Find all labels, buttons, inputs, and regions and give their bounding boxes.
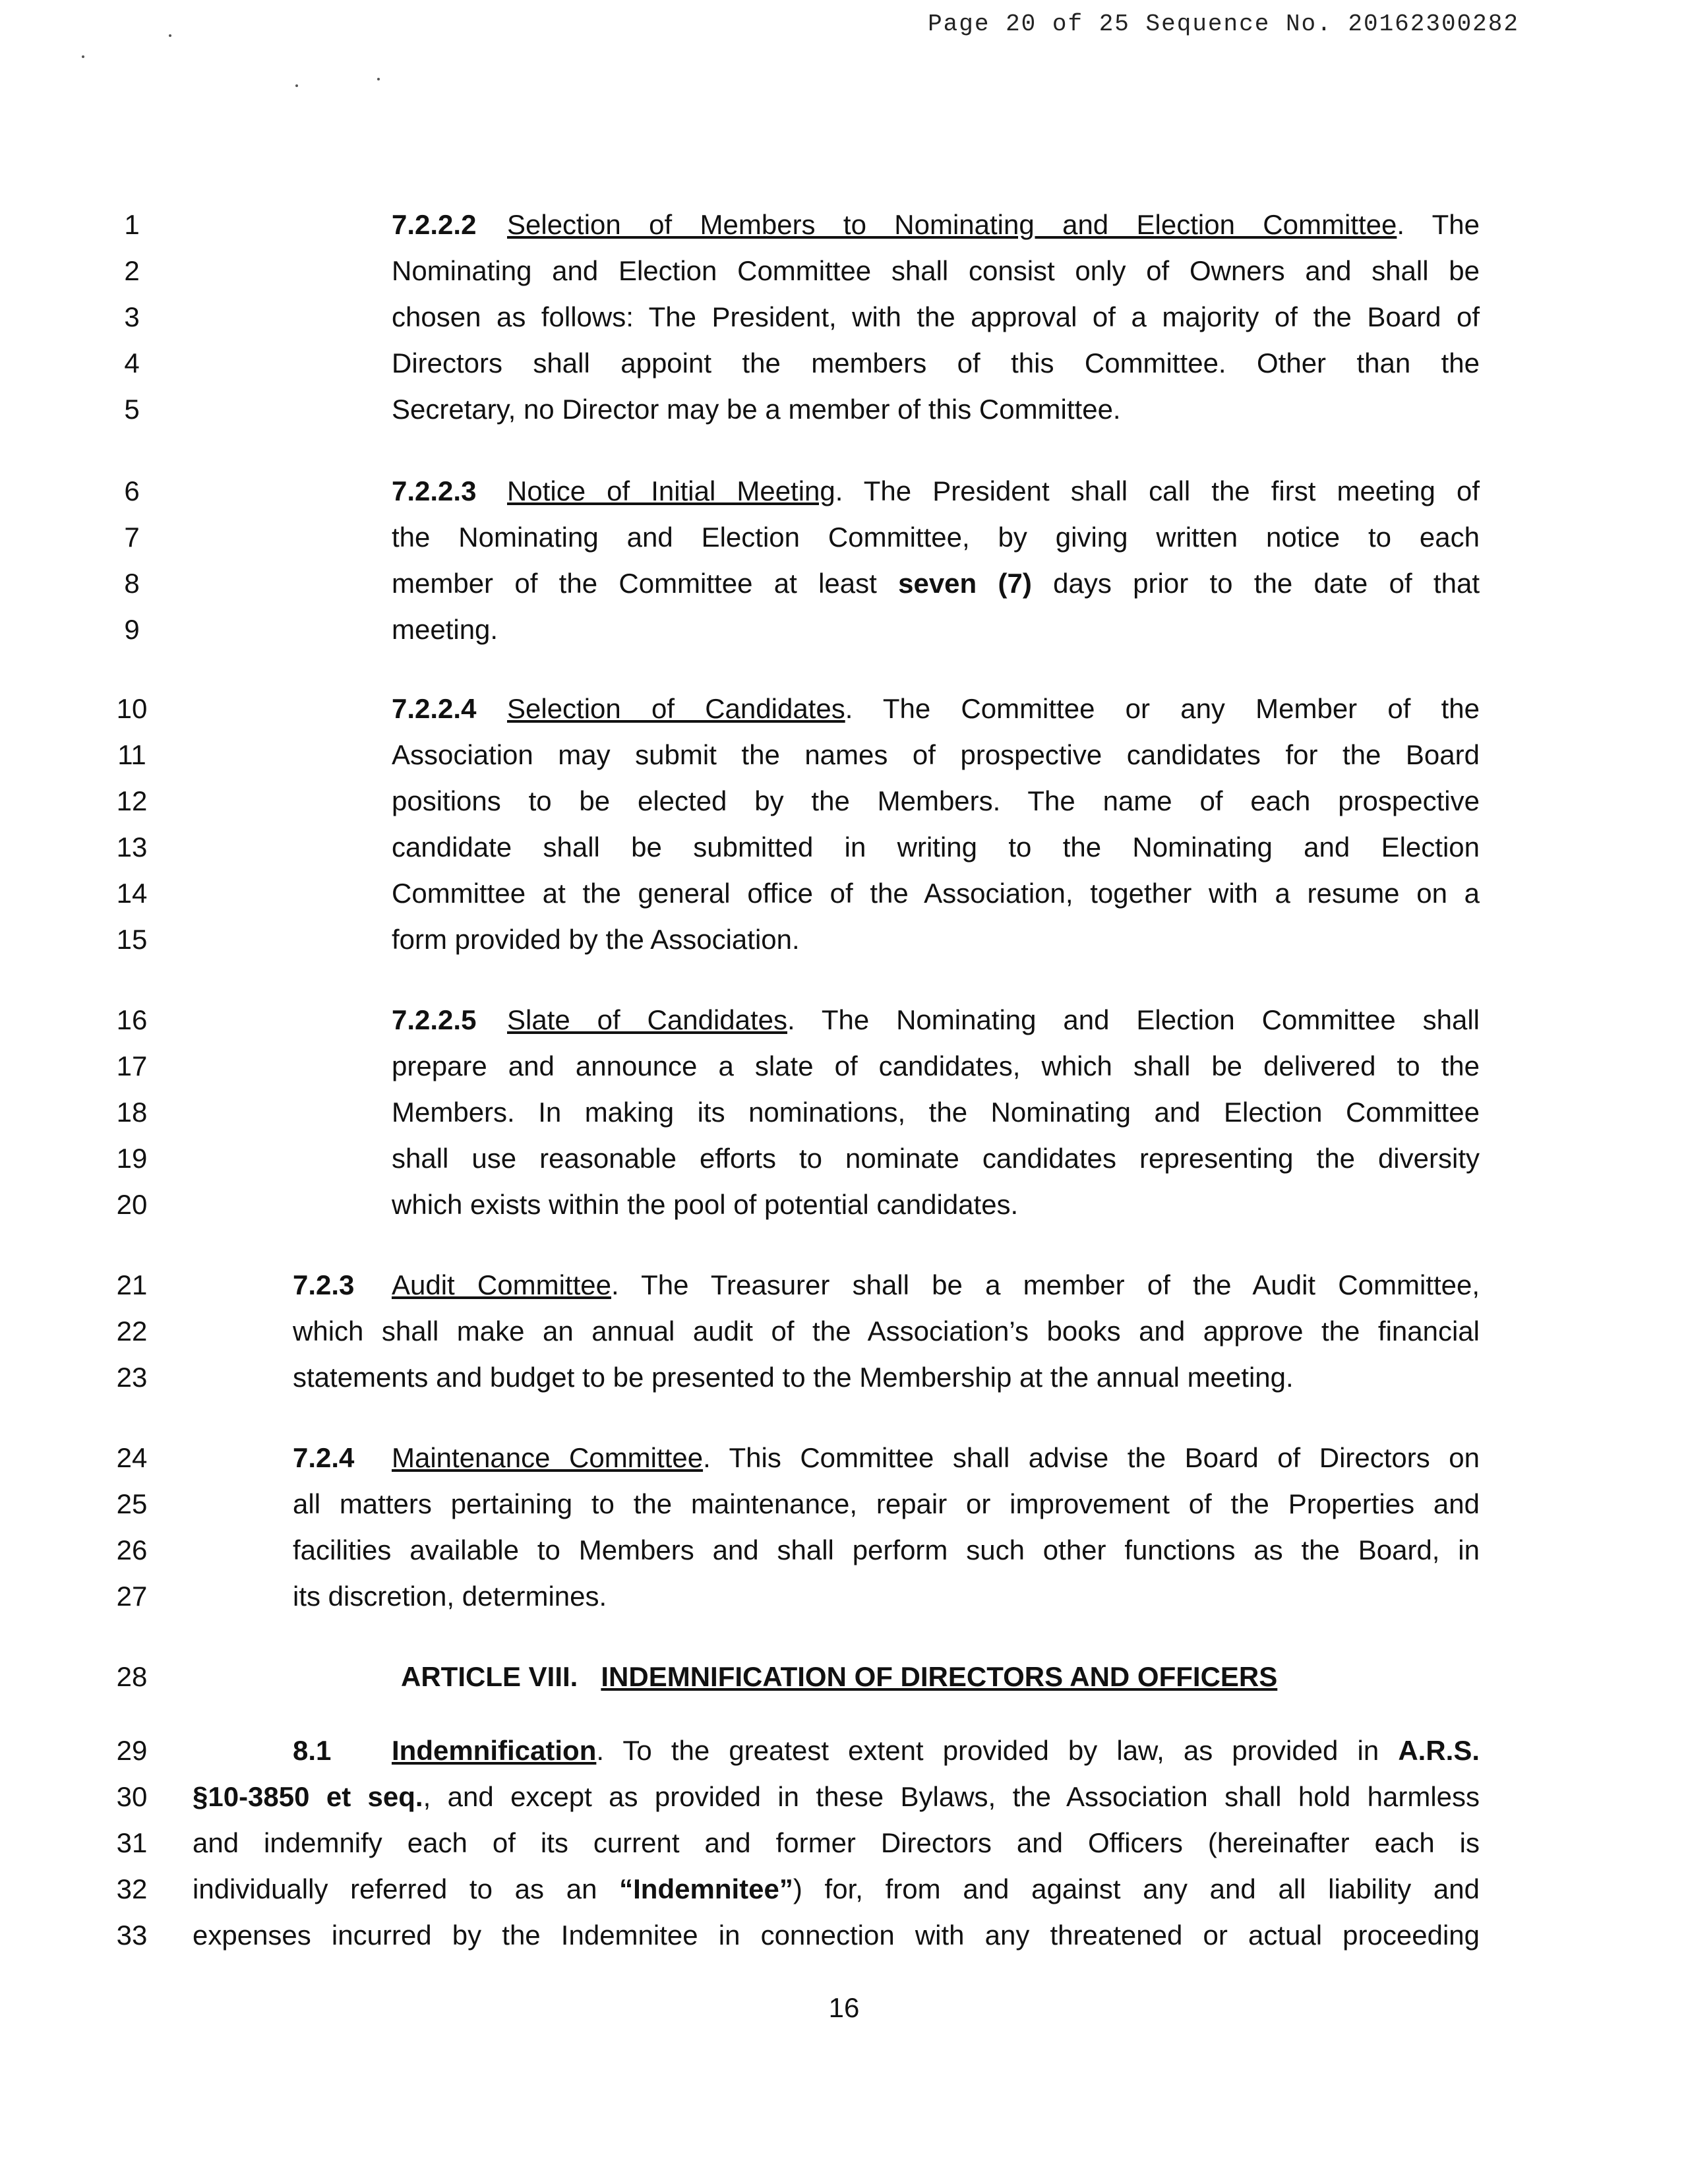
line-number: 27 (116, 1581, 148, 1612)
document-line (0, 1043, 1688, 1089)
bold-term: §10-3850 et seq. (193, 1781, 423, 1812)
line-text: shall use reasonable efforts to nominate candidates representing the diversity (392, 1143, 1480, 1174)
section-heading: Audit Committee (392, 1269, 611, 1300)
line-text: which exists within the pool of potential candidates. (392, 1189, 1019, 1220)
line-number: 13 (116, 832, 148, 863)
line-text (193, 1866, 1480, 1912)
document-line (0, 1481, 1688, 1527)
line-number: 33 (116, 1920, 148, 1951)
line-text-rest: , and except as provided in these Bylaws, the Association shall hold harmless (423, 1781, 1480, 1812)
line-number: 5 (124, 394, 140, 425)
line-number: 21 (116, 1269, 148, 1300)
section-heading: Notice of Initial Meeting (507, 475, 835, 506)
line-text: all matters pertaining to the maintenance, repair or improvement of the Properties and (293, 1488, 1480, 1519)
article-heading-line (401, 1654, 1277, 1700)
line-text: statements and budget to be presented to the Membership at the annual meeting. (293, 1362, 1294, 1393)
document-line (0, 1354, 1688, 1401)
document-line (0, 1820, 1688, 1866)
document-line (0, 917, 1688, 963)
line-text: which shall make an annual audit of the Association’s books and approve the financial (293, 1316, 1480, 1347)
document-line (0, 686, 1688, 732)
line-number: 16 (116, 1004, 148, 1035)
document-line (0, 1728, 1688, 1774)
bold-term: “Indemnitee” (619, 1873, 793, 1904)
document-line (0, 1654, 1688, 1700)
line-text: facilities available to Members and shall perform such other functions as the Board, in (293, 1534, 1480, 1565)
line-text (293, 1435, 1480, 1481)
line-number: 28 (116, 1661, 148, 1692)
document-line (0, 1308, 1688, 1354)
line-number: 1 (124, 209, 140, 240)
line-text (392, 561, 1480, 607)
document-line (0, 1573, 1688, 1620)
line-text (193, 1774, 1480, 1820)
document-line (0, 340, 1688, 386)
line-number: 6 (124, 475, 140, 506)
document-line (0, 1262, 1688, 1308)
scan-speck (377, 78, 380, 80)
section-heading: Slate of Candidates (507, 1004, 788, 1035)
line-number: 15 (116, 924, 148, 955)
line-text (293, 1728, 1480, 1774)
document-line (0, 1435, 1688, 1481)
line-number: 14 (116, 878, 148, 909)
line-number: 25 (116, 1488, 148, 1519)
line-number: 2 (124, 255, 140, 286)
line-number: 29 (116, 1735, 148, 1766)
section-heading: Selection of Candidates (507, 693, 845, 724)
line-text: Association may submit the names of prospective candidates for the Board (392, 739, 1480, 770)
section-number: 7.2.2.3 (392, 475, 477, 506)
document-line (0, 1136, 1688, 1182)
line-text-rest: . To the greatest extent provided by law, as provided in (596, 1735, 1399, 1766)
document-line (0, 607, 1688, 653)
line-number: 32 (116, 1873, 148, 1904)
document-line (0, 1182, 1688, 1228)
line-text-rest: . The (1397, 209, 1480, 240)
line-text-part: ) for, from and against any and all liability and (793, 1873, 1480, 1904)
line-text: Nominating and Election Committee shall consist only of Owners and shall be (392, 255, 1480, 286)
line-text: candidate shall be submitted in writing to the Nominating and Election (392, 832, 1480, 863)
document-line (0, 468, 1688, 514)
line-number: 7 (124, 522, 140, 553)
document-line (0, 202, 1688, 248)
line-number: 11 (117, 739, 146, 770)
line-number: 12 (116, 785, 148, 816)
scan-speck (169, 34, 171, 37)
document-line (0, 997, 1688, 1043)
line-number: 17 (116, 1050, 148, 1081)
section-number: 7.2.3 (293, 1269, 355, 1300)
section-heading: Maintenance Committee (392, 1442, 704, 1473)
line-number: 3 (124, 301, 140, 332)
line-text: the Nominating and Election Committee, by giving written notice to each (392, 522, 1480, 553)
line-text: expenses incurred by the Indemnitee in connection with any threatened or actual proceeding (193, 1920, 1480, 1951)
document-line (0, 1866, 1688, 1912)
line-text: and indemnify each of its current and former Directors and Officers (hereinafter each is (193, 1827, 1480, 1858)
line-text: prepare and announce a slate of candidates, which shall be delivered to the (392, 1050, 1480, 1081)
section-number: 7.2.2.5 (392, 1004, 477, 1035)
line-number: 9 (124, 614, 140, 645)
line-text-rest: . The Treasurer shall be a member of the Audit Committee, (611, 1269, 1480, 1300)
line-number: 24 (116, 1442, 148, 1473)
section-number: 7.2.2.4 (392, 693, 477, 724)
document-line (0, 870, 1688, 917)
line-text: Committee at the general office of the Association, together with a resume on a (392, 878, 1480, 909)
line-text (392, 997, 1480, 1043)
line-text: positions to be elected by the Members. The name of each prospective (392, 785, 1480, 816)
line-number: 18 (116, 1097, 148, 1128)
line-text (293, 1262, 1480, 1308)
line-text-rest: . The Nominating and Election Committee shall (787, 1004, 1480, 1035)
line-text-rest: . The Committee or any Member of the (845, 693, 1480, 724)
scan-speck (295, 84, 298, 87)
line-text-rest: . This Committee shall advise the Board of Directors on (703, 1442, 1480, 1473)
line-number: 10 (116, 693, 148, 724)
document-line (0, 1912, 1688, 1958)
section-number: 7.2.2.2 (392, 209, 477, 240)
document-line (0, 1527, 1688, 1573)
document-line (0, 1774, 1688, 1820)
line-text: Members. In making its nominations, the Nominating and Election Committee (392, 1097, 1480, 1128)
article-label: ARTICLE VIII. (401, 1661, 578, 1692)
line-text: Directors shall appoint the members of this Committee. Other than the (392, 348, 1480, 379)
line-number: 19 (116, 1143, 148, 1174)
document-line (0, 824, 1688, 870)
document-line (0, 561, 1688, 607)
section-heading: Indemnification (392, 1735, 597, 1766)
document-line (0, 294, 1688, 340)
line-text: its discretion, determines. (293, 1581, 607, 1612)
document-line (0, 778, 1688, 824)
line-text: form provided by the Association. (392, 924, 800, 955)
bold-term: seven (7) (898, 568, 1032, 599)
line-number: 26 (116, 1534, 148, 1565)
page-number: 16 (828, 1992, 860, 2023)
section-heading: Selection of Members to Nominating and Election Committee (507, 209, 1397, 240)
document-line (0, 1089, 1688, 1136)
line-number: 31 (116, 1827, 148, 1858)
line-text-part: days prior to the date of that (1031, 568, 1480, 599)
line-number: 8 (124, 568, 140, 599)
line-text: meeting. (392, 614, 498, 645)
line-text-rest: . The President shall call the first meeting of (835, 475, 1480, 506)
document-line (0, 514, 1688, 561)
line-number: 30 (116, 1781, 148, 1812)
line-text (392, 202, 1480, 248)
article-title: INDEMNIFICATION OF DIRECTORS AND OFFICERS (601, 1661, 1278, 1692)
document-line (0, 386, 1688, 433)
bold-term: A.R.S. (1398, 1735, 1480, 1766)
line-number: 4 (124, 348, 140, 379)
section-number: 7.2.4 (293, 1442, 355, 1473)
page-header: Page 20 of 25 Sequence No. 20162300282 (928, 11, 1519, 38)
line-text (392, 468, 1480, 514)
line-text-part: individually referred to as an (193, 1873, 620, 1904)
section-number: 8.1 (293, 1735, 332, 1766)
document-line (0, 248, 1688, 294)
document-line (0, 732, 1688, 778)
line-number: 23 (116, 1362, 148, 1393)
line-number: 22 (116, 1316, 148, 1347)
line-text (392, 686, 1480, 732)
line-text-part: member of the Committee at least (392, 568, 899, 599)
line-text: chosen as follows: The President, with the approval of a majority of the Board of (392, 301, 1480, 332)
line-text: Secretary, no Director may be a member of this Committee. (392, 394, 1121, 425)
line-number: 20 (116, 1189, 148, 1220)
scan-speck (82, 55, 84, 58)
